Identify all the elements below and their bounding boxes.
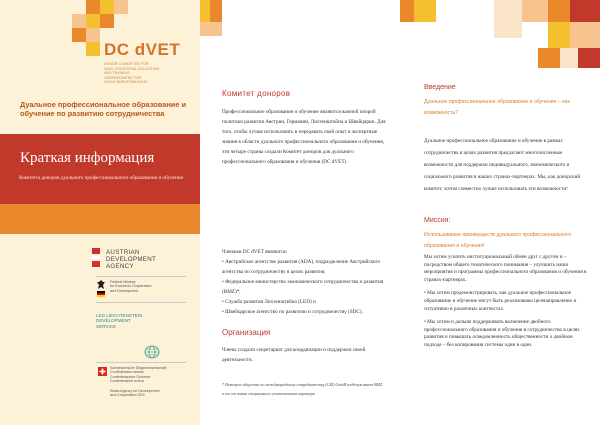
orange-band — [0, 204, 200, 234]
german-flag-icon — [97, 291, 105, 297]
members-list — [222, 247, 390, 317]
section-title-donor-committee: Комитет доноров — [222, 89, 291, 98]
partner-ada — [106, 249, 156, 270]
members-intro: Членами DC dVET являются: — [222, 249, 288, 255]
divider — [96, 362, 186, 363]
organization-text: Члены создали секретариат для координации и поддержки своей деятельности. — [222, 347, 366, 363]
partner-bmz-line: for Economic Cooperation — [110, 284, 152, 289]
deco-square — [86, 0, 100, 14]
partner-led-line: SERVICE — [96, 323, 117, 329]
mission-list — [424, 254, 588, 356]
panel-introduction — [400, 0, 600, 425]
deco-square — [570, 0, 600, 22]
member-item: • Федеральное министерство экономического сотрудничества и развития (BMZ)*, — [222, 279, 384, 295]
section-title-organization: Организация — [222, 328, 271, 337]
cover-heading: Дуальное профессиональное образование и обучение по развитию сотрудничества — [20, 100, 187, 118]
partner-led — [96, 313, 142, 329]
deco-square — [86, 14, 100, 28]
introduction-question: Дуальное профессиональное образование и обучение – как возможность? — [424, 99, 570, 116]
logo-sub-line: DUAL VOCATIONAL EDUCATION — [104, 66, 160, 71]
partner-sdc-line: Confederazione Svizzera — [110, 374, 151, 379]
donor-committee-intro — [222, 107, 388, 167]
deco-square — [114, 0, 128, 14]
deco-square — [414, 0, 436, 22]
partner-sdc-line: and Cooperation SDC — [110, 393, 146, 398]
deco-square — [72, 28, 86, 42]
partner-sdc-line: Schweizerische Eidgenossenschaft — [110, 366, 167, 370]
deco-square — [86, 42, 100, 56]
partner-sdc-line: Confédération suisse — [110, 370, 144, 375]
deco-square — [200, 0, 210, 22]
logo-subtitle — [104, 62, 194, 85]
member-item: • Швейцарское агентство по развитию и сотрудничеству (SDC). — [222, 309, 363, 315]
deco-square — [548, 0, 570, 22]
deco-square — [86, 28, 100, 42]
partner-sdc-line: Confederaziun svizra — [110, 379, 144, 384]
partner-sdc-agency — [110, 389, 160, 398]
logo-sub-line: DUALE BERUFSBILDUNG — [104, 80, 148, 85]
divider — [96, 302, 186, 303]
deco-square — [548, 22, 570, 48]
partner-sdc-line: Swiss Agency for Development — [110, 389, 160, 393]
deco-square — [570, 22, 600, 48]
mission-item: Мы хотим усилить институциональный обмен друг с другом и – посредством общего тематического понимания – улучшить наши мероприятия и программы профессионального образования и обучения в странах-партнерах. — [424, 254, 587, 283]
deco-square — [494, 0, 522, 38]
footnote: * Немецкое общество по международному сотрудничеству (GIZ) GmbH поддерживает BMZ в его от имени специального уполномочения партнера — [222, 382, 382, 396]
partner-led-line: LED LIECHTENSTEIN — [96, 313, 143, 318]
mission-item: • Мы хотим и дальше поддерживать включение двойного профессионального образования и обучения в сотрудничество в целях развития и повышать осведомленность общественности о двойном подходе – без копирования системы один в один. — [424, 319, 580, 348]
deco-square — [100, 14, 114, 28]
mission-item: • Мы хотим продемонстрировать, как дуальное профессиональное образование и обучение могут быть реализованы целенаправленно и ситуативно в различных контекстах. — [424, 290, 577, 312]
logo-title: DC dVET — [104, 40, 181, 59]
deco-square — [522, 0, 548, 22]
member-item: • Служба развития Лихтенштейна (LED) и — [222, 299, 316, 305]
cover-title: Краткая информация — [20, 150, 155, 166]
partner-ada-line: DEVELOPMENT — [106, 256, 157, 263]
donor-intro-text: Профессиональное образование и обучение являются важной опорой политики развития Австрии, Германии, Лихтенштейна и Швейцарии. Для того, чтобы лучше использовать и передавать свой опыт и экспертные знания в области дуального профессионального образования и обучения, эти четыре страны создали Комитет доноров для дуального профессионального образования и обучения (DC dVET). — [222, 109, 386, 165]
partner-ada-line: AGENCY — [106, 263, 134, 270]
logo-sub-line: AND TRAINING — [104, 71, 130, 76]
partner-led-line: DEVELOPMENT — [96, 318, 131, 324]
section-title-mission: Миссия: — [424, 217, 451, 224]
ada-logo-icon — [92, 248, 100, 268]
logo-sub-line: GEBERKOMITEE FÜR — [104, 75, 142, 80]
cover-subtitle: Комитета доноров дуального профессионального образования и обучения — [19, 175, 183, 181]
introduction-text: Дуальное профессиональное образование и обучение в рамках сотрудничества в целях развития предлагают многочисленные возможности для поддержки индивидуального, экономического и социального развития в наших странах-партнерах. Мы, как донорский комитет, хотим совместно лучше использовать эти возможности! — [424, 138, 581, 192]
swiss-cross-icon — [98, 367, 107, 376]
member-item: • Австрийское агентство развития (ADA), подразделение Австрийского агентства по сотрудничеству в целях развития, — [222, 259, 381, 275]
panel-cover — [0, 0, 200, 425]
partner-ada-line: AUSTRIAN — [106, 249, 140, 256]
german-eagle-icon — [97, 280, 105, 290]
partner-bmz-line: and Development — [110, 288, 139, 293]
deco-square — [578, 48, 600, 68]
deco-square — [538, 48, 560, 68]
deco-square — [72, 14, 86, 28]
deco-square — [210, 0, 222, 22]
logo-sub-line: DONOR COMMITTEE FOR — [104, 62, 149, 66]
partner-sdc — [110, 366, 166, 384]
deco-square — [100, 0, 114, 14]
partner-bmz — [110, 280, 152, 293]
deco-square — [200, 22, 222, 36]
mission-subtitle: Использование преимуществ дуального профессионального образования и обучения! — [424, 232, 572, 249]
divider — [96, 276, 186, 277]
deco-square — [400, 0, 414, 22]
section-title-introduction: Введение — [424, 84, 456, 91]
title-band — [0, 134, 200, 204]
partner-bmz-line: Federal Ministry — [110, 280, 136, 284]
deco-square — [560, 48, 578, 68]
logo — [104, 40, 194, 85]
led-globe-icon — [144, 345, 160, 359]
